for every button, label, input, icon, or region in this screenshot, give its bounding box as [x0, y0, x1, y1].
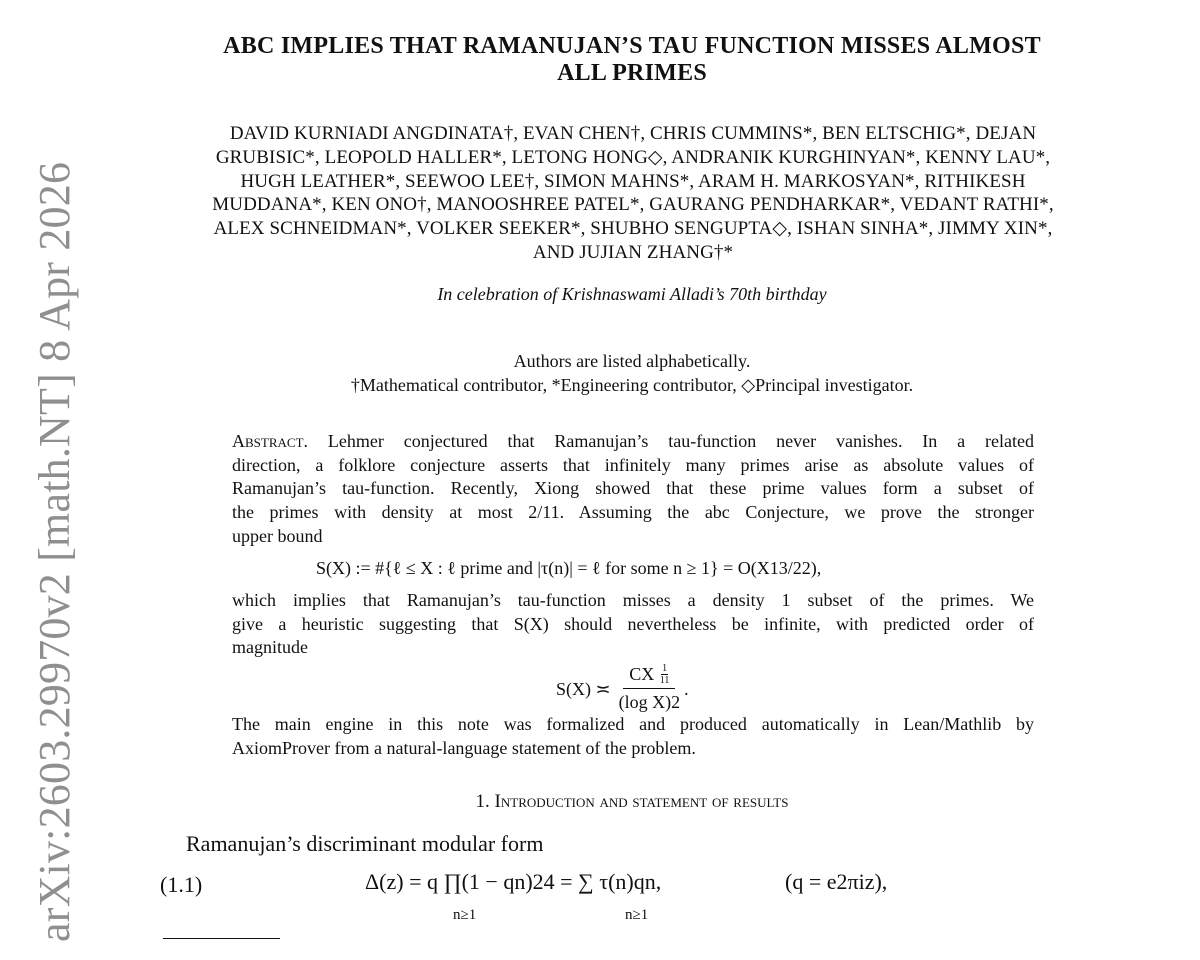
abstract-line-1 — [232, 430, 1034, 454]
paper-title-line-1: ABC IMPLIES THAT RAMANUJAN’S TAU FUNCTION MISSES ALMOST — [223, 33, 1041, 59]
dedication-line: In celebration of Krishnaswami Alladi’s 70th birthday — [437, 284, 827, 304]
abstract-line-4: the primes with density at most 2/11. Assuming the abc Conjecture, we prove the stronger — [232, 502, 1034, 523]
abstract-middle-line-3: magnitude — [232, 637, 308, 658]
abstract-tail-line-2: AxiomProver from a natural-language statement of the problem. — [232, 738, 696, 758]
sx-equation: S(X) := #{ℓ ≤ X : ℓ prime and |τ(n)| = ℓ for some n ≥ 1} = O(X13/22), — [316, 558, 822, 578]
discriminant-equation-main: Δ(z) = q ∏(1 − qn)24 = ∑ τ(n)qn, — [365, 869, 662, 894]
predicted-order-fraction — [619, 664, 681, 713]
predicted-order-period: . — [684, 678, 689, 699]
contribution-legend: †Mathematical contributor, *Engineering contributor, ◇Principal investigator. — [350, 375, 914, 395]
author-line-1: DAVID KURNIADI ANGDINATA†, EVAN CHEN†, CHRIS CUMMINS*, BEN ELTSCHIG*, DEJAN — [229, 123, 1037, 144]
product-limit: n≥1 — [453, 907, 477, 923]
predicted-order-numerator — [623, 664, 675, 689]
abstract-block — [232, 430, 1034, 549]
abstract-line-2: direction, a folklore conjecture asserts that infinitely many primes arise as absolute values of — [232, 454, 1034, 475]
abstract-line-3: Ramanujan’s tau-function. Recently, Xiong showed that these prime values form a subset of — [232, 478, 1034, 499]
predicted-order-exponent-bottom: 11 — [659, 675, 670, 686]
abstract-first-line-text: Lehmer conjectured that Ramanujan’s tau-function never vanishes. In a related — [327, 431, 1034, 451]
author-line-3: HUGH LEATHER*, SEEWOO LEE†, SIMON MAHNS*, ARAM H. MARKOSYAN*, RITHIKESH — [240, 170, 1026, 192]
equation-number: (1.1) — [160, 872, 203, 897]
footnote-rule — [163, 938, 280, 939]
abstract-line-5: upper bound — [232, 525, 323, 546]
author-list — [165, 122, 1101, 265]
predicted-order-equation — [556, 664, 689, 713]
section-heading: 1. Introduction and statement of results — [475, 791, 789, 812]
author-line-5: ALEX SCHNEIDMAN*, VOLKER SEEKER*, SHUBHO SENGUPTA◇, ISHAN SINHA*, JIMMY XIN*, — [213, 218, 1053, 240]
discriminant-equation-condition: (q = e2πiz), — [785, 869, 888, 894]
author-line-6: AND JUJIAN ZHANG†* — [532, 241, 734, 263]
intro-sentence: Ramanujan’s discriminant modular form — [186, 831, 544, 856]
discriminant-equation — [365, 868, 925, 928]
abstract-middle-line-1: which implies that Ramanujan’s tau-function misses a density 1 subset of the primes. We — [232, 590, 1034, 610]
author-notes — [260, 349, 1004, 397]
sum-limit: n≥1 — [625, 907, 649, 923]
predicted-order-left: S(X) ≍ — [556, 678, 611, 699]
author-line-4: MUDDANA*, KEN ONO†, MANOOSHREE PATEL*, GAURANG PENDHARKAR*, VEDANT RATHI*, — [212, 194, 1054, 216]
paper-title — [160, 33, 1104, 87]
predicted-order-exponent — [660, 664, 670, 686]
predicted-order-numerator-base: CX — [629, 664, 655, 684]
abstract-heading: Abstract. — [232, 431, 309, 451]
abstract-middle-line-2: give a heuristic suggesting that S(X) should nevertheless be infinite, with predicted order of — [232, 613, 1034, 634]
predicted-order-exponent-top: 1 — [662, 663, 668, 674]
abstract-middle-block — [232, 589, 1034, 660]
predicted-order-denominator: (log X)2 — [618, 692, 681, 712]
abstract-tail-block — [232, 712, 1034, 760]
author-line-2: GRUBISIC*, LEOPOLD HALLER*, LETONG HONG◇, ANDRANIK KURGHINYAN*, KENNY LAU*, — [215, 146, 1051, 168]
author-order-note: Authors are listed alphabetically. — [513, 351, 751, 371]
arxiv-sidebar-label: arXiv:2603.29970v2 [math.NT] 8 Apr 2026 — [30, 161, 79, 942]
abstract-tail-line-1: The main engine in this note was formalized and produced automatically in Lean/Mathlib by — [232, 714, 1034, 734]
paper-title-line-2: ALL PRIMES — [557, 60, 707, 86]
